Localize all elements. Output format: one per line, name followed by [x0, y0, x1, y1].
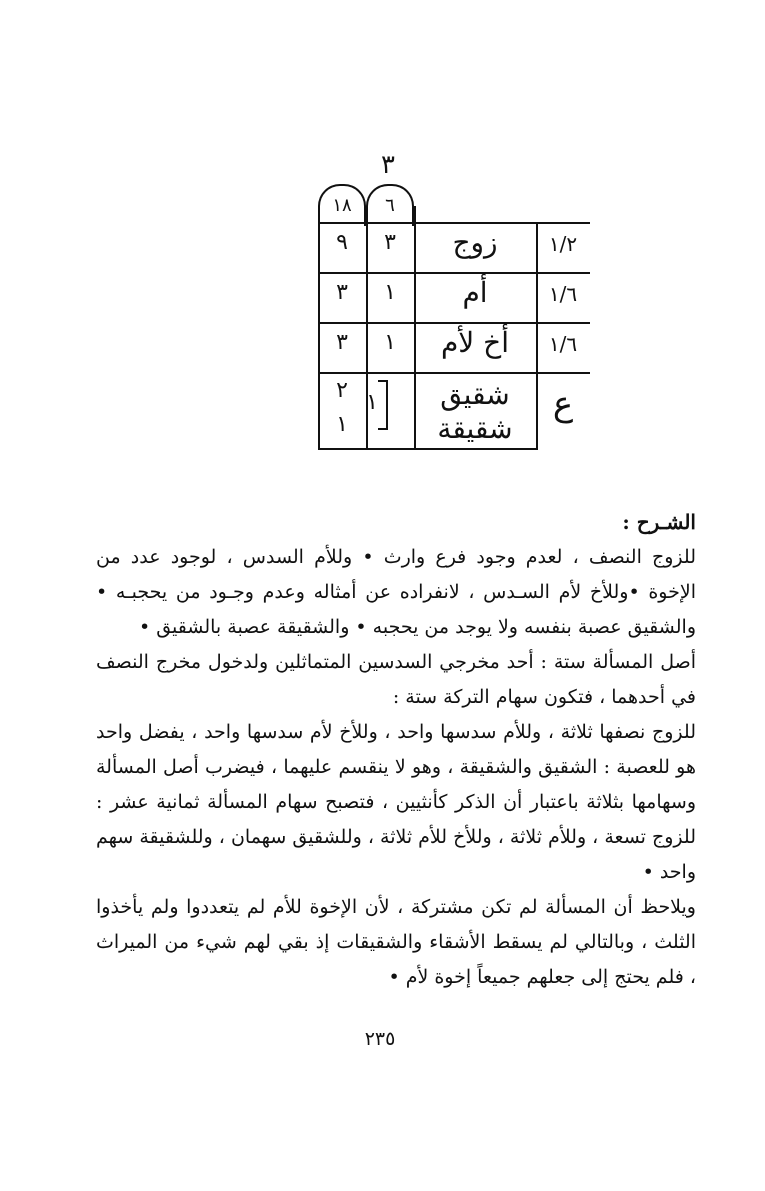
- heir-name: أم: [462, 276, 488, 309]
- final-share: ٩: [336, 230, 348, 255]
- heir-share: ١/٢: [548, 232, 578, 256]
- paragraph: للزوج النصف ، لعدم وجود فرع وارث • وللأم السدس ، لوجود عدد من الإخوة •وللأخ لأم السـدس ، لانفراده عن أمثاله وعدم وجـود من يحجبـه • والشقيق عصبة بنفسه ولا يوجد من يحجبه • والشقيقة عصبة بالشقيق •: [96, 546, 696, 638]
- heir-share: ع: [552, 384, 574, 424]
- base-share: ٣: [384, 230, 396, 255]
- final-share: ٣: [336, 330, 348, 355]
- page-number: ٢٣٥: [364, 1028, 396, 1050]
- base-share: ١: [384, 280, 396, 305]
- heir-share: ١/٦: [548, 332, 578, 356]
- commentary: [96, 505, 696, 995]
- heir-share: ١/٦: [548, 282, 578, 306]
- final-total: ١٨: [318, 184, 366, 226]
- paragraph: ويلاحظ أن المسألة لم تكن مشتركة ، لأن الإخوة للأم لم يتعددوا ولم يأخذوا الثلث ، وبالتالي لم يسقط الأشقاء والشقيقات إذ بقي لهم شيء من الميراث ، فلم يحتج إلى جعلهم جميعاً إخوة لأم •: [96, 896, 696, 988]
- paragraph: للزوج نصفها ثلاثة ، وللأم سدسها واحد ، وللأخ لأم سدسها واحد ، يفضل واحد هو للعصبة : الشقيق والشقيقة ، وهو لا ينقسم عليهما ، فيضرب أصل المسألة وسهامها بثلاثة باعتبار أن الذكر كأنثيين ، فتصبح سهام المسألة ثمانية عشر : للزوج تسعة ، وللأم ثلاثة ، وللأخ للأم ثلاثة ، وللشقيق سهمان ، وللشقيقة سهم واحد •: [96, 721, 696, 883]
- base-share: ١: [366, 390, 378, 415]
- final-share: ٣: [336, 280, 348, 305]
- final-share: ١: [336, 412, 348, 437]
- base-total: ٦: [366, 184, 414, 226]
- heir-name: زوج: [452, 226, 498, 259]
- base-share: ١: [384, 330, 396, 355]
- heir-name: شقيق: [440, 378, 510, 411]
- heir-name: أخ لأم: [440, 326, 510, 359]
- heir-name: شقيقة: [437, 412, 513, 445]
- final-share: ٢: [336, 378, 348, 403]
- paragraph: أصل المسألة ستة : أحد مخرجي السدسين المتماثلين ولدخول مخرج النصف في أحدهما ، فتكون سهام التركة ستة :: [96, 651, 696, 708]
- commentary-heading: الشـرح :: [622, 510, 696, 534]
- multiplier-value: ٣: [381, 150, 395, 180]
